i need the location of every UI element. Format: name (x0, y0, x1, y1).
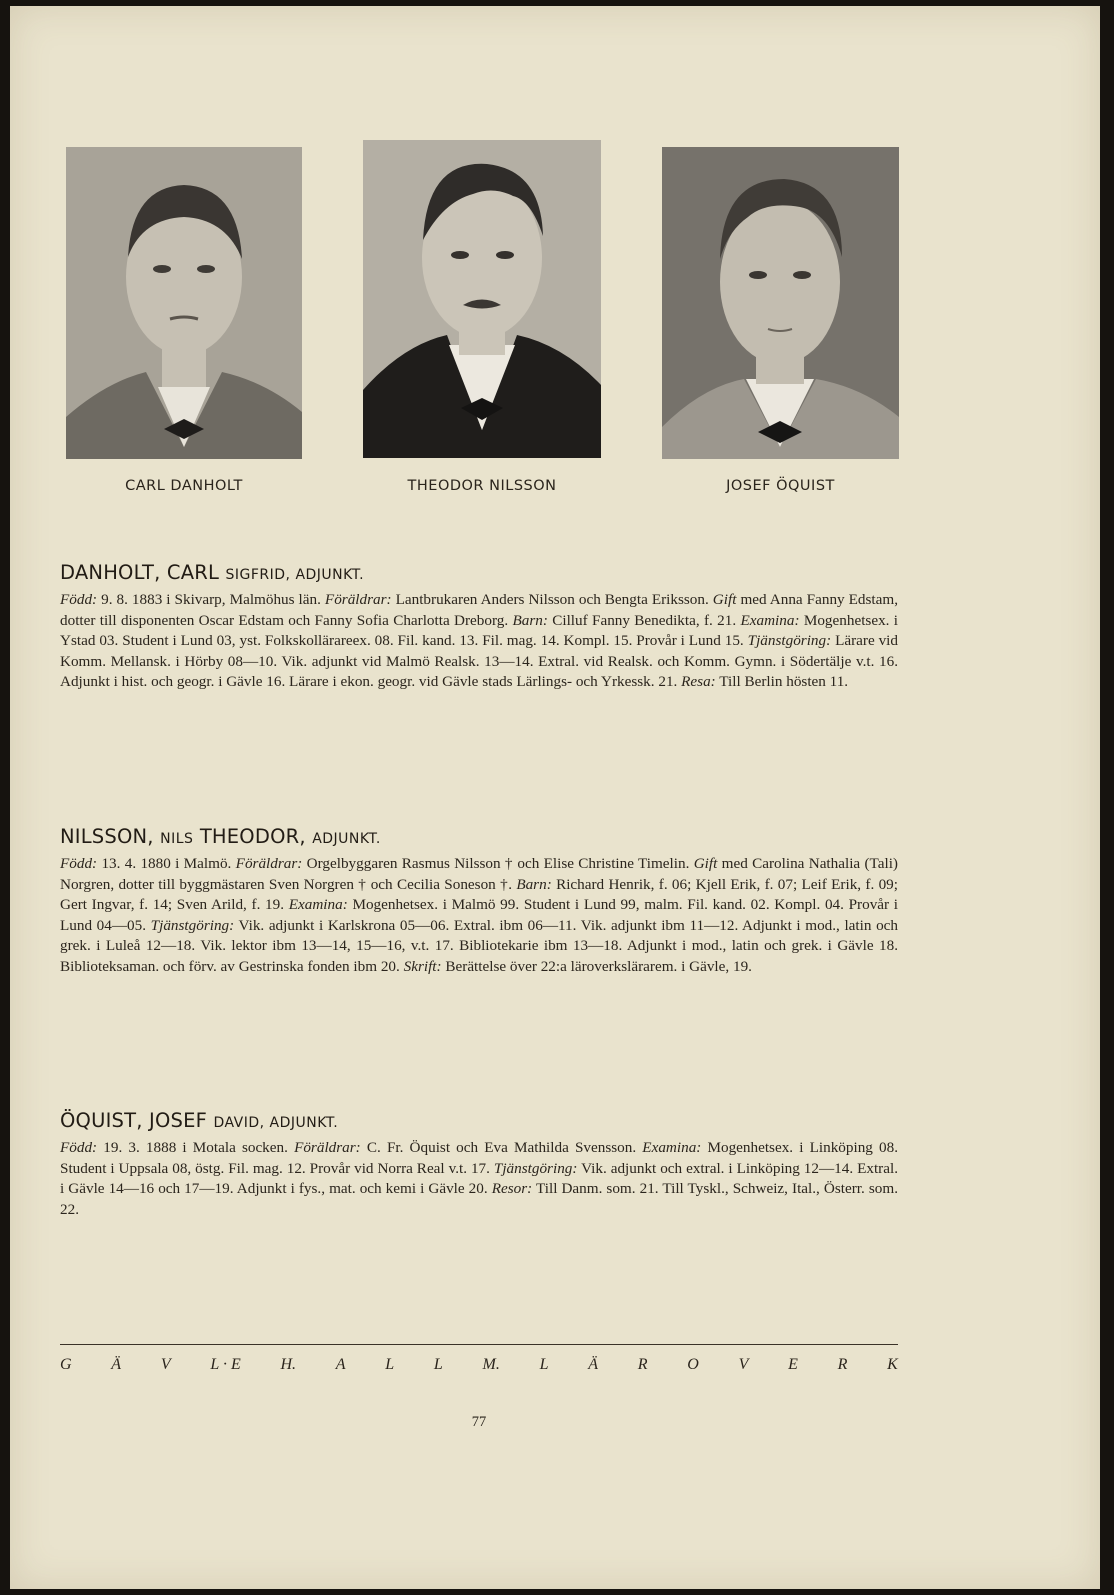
field-label: Tjänstgöring: (493, 1159, 578, 1177)
field-label: Föräldrar: (294, 1139, 361, 1156)
footer-rule (60, 1344, 898, 1345)
footer-letter: V (160, 1356, 171, 1373)
field-label: Född: (60, 855, 98, 872)
footer-letter: V (738, 1356, 749, 1373)
field-text: 13. 4. 1880 i Malmö. (97, 855, 236, 872)
field-text: Mogenhetsex. i Malmö 99. Student i Lund 99, malm. Fil. kand. 02. Kompl. 04. Provår i Lund 04—05. (60, 896, 898, 934)
field-text: Vik. adjunkt i Karlskrona 05—06. Extral. ibm 06—11. Vik. adjunkt ibm 11—12. Adjunkt i mod., latin och grek. i Luleå 12—18. Vik. lektor ibm 13—14, 15—16, v.t. 17. Bibliotekarie ibm 13—18. Adjunkt i mod., latin och grek. i Gävle 18. Biblioteksaman. och förv. av Gestrinska fonden ibm 20. (60, 916, 898, 975)
field-label: Examina: (288, 896, 348, 914)
footer-letter: Ä (588, 1356, 599, 1373)
entry-body (60, 854, 898, 978)
field-label: Gift (712, 591, 737, 608)
running-footer (60, 1356, 898, 1374)
field-label: Född: (60, 1139, 98, 1156)
field-label: Barn: (512, 611, 548, 629)
field-label: Resa: (681, 673, 716, 691)
field-text: Berättelse över 22:a läroverkslärarem. i Gävle, 19. (441, 957, 752, 975)
field-text: Till Danm. som. 21. Till Tyskl., Schweiz, Ital., Österr. som. 22. (60, 1180, 898, 1218)
footer-letter: K (887, 1356, 898, 1373)
field-label: Tjänstgöring: (150, 916, 235, 934)
field-text: Mogenhetsex. i Linköping 08. Student i Uppsala 08, östg. Fil. mag. 12. Provår vid Norra Real v.t. 17. (60, 1139, 899, 1177)
field-text: Till Berlin hösten 11. (715, 673, 849, 691)
entry-body (60, 1138, 898, 1220)
field-text: med Anna Fanny Edstam, dotter till disponenten Oscar Edstam och Fanny Sofia Charlotta Dreborg. (60, 591, 898, 629)
field-label: Föräldrar: (324, 591, 392, 608)
footer-letter: L (385, 1356, 395, 1373)
portrait-photo-theodor-nilsson (363, 140, 601, 458)
footer-letter: R (837, 1356, 848, 1373)
footer-letter: H. (280, 1356, 297, 1373)
field-text: Cilluf Fanny Benedikta, f. 21. (547, 611, 741, 629)
photo-caption: CARL DANHOLT (125, 478, 243, 494)
entry-heading: NILSSON, NILS THEODOR, ADJUNKT. (60, 825, 381, 848)
footer-letter: A (335, 1356, 346, 1373)
field-text: Orgelbyggaren Rasmus Nilsson † och Elise Christine Timelin. (302, 855, 694, 872)
footer-letter: Ä (111, 1356, 122, 1373)
book-page (10, 6, 1100, 1589)
biography-entry-oquist (60, 1109, 898, 1220)
field-text: Vik. adjunkt och extral. i Linköping 12—14. Extral. i Gävle 14—16 och 17—19. Adjunkt i fys., mat. och kemi i Gävle 20. (60, 1159, 899, 1198)
page-number: 77 (471, 1414, 487, 1430)
photo-caption: THEODOR NILSSON (407, 478, 557, 494)
field-label: Gift (693, 855, 718, 872)
footer-letter: G (60, 1356, 72, 1373)
biography-entry-danholt (60, 561, 898, 693)
field-text: Lärare vid Komm. Mellansk. i Hörby 08—10. Vik. adjunkt vid Malmö Realsk. 13—14. Extral. vid Realsk. och Komm. Gymn. i Södertälje v.t. 16. Adjunkt i hist. och geogr. i Gävle 16. Lärare i ekon. geogr. vid Gävle stads Lärlings- och Yrkessk. 21. (60, 632, 898, 691)
footer-letter: L · E (210, 1356, 241, 1373)
field-text: C. Fr. Öquist och Eva Mathilda Svensson. (360, 1139, 643, 1156)
footer-letter: E (788, 1356, 798, 1373)
footer-letter: O (687, 1356, 699, 1373)
field-label: Född: (60, 591, 98, 608)
footer-letter: L (539, 1356, 549, 1373)
footer-letter: L (433, 1356, 443, 1373)
biography-entry-nilsson (60, 825, 898, 978)
field-label: Examina: (642, 1139, 702, 1156)
field-label: Barn: (516, 875, 552, 893)
entry-body (60, 590, 898, 693)
field-text: Richard Henrik, f. 06; Kjell Erik, f. 07; Leif Erik, f. 09; Gert Ingvar, f. 14; Sven Arild, f. 19. (60, 875, 898, 914)
footer-letter: M. (482, 1356, 500, 1373)
entry-heading: ÖQUIST, JOSEF DAVID, ADJUNKT. (60, 1109, 339, 1132)
field-text: Lantbrukaren Anders Nilsson och Bengta Eriksson. (391, 591, 713, 608)
footer-letter: R (637, 1356, 648, 1373)
field-text: 9. 8. 1883 i Skivarp, Malmöhus län. (97, 591, 325, 608)
entry-heading: DANHOLT, CARL SIGFRID, ADJUNKT. (60, 561, 365, 584)
field-label: Resor: (491, 1180, 533, 1198)
field-label: Föräldrar: (235, 855, 303, 872)
field-text: 19. 3. 1888 i Motala socken. (97, 1139, 295, 1156)
portrait-photo-carl-danholt (66, 147, 302, 459)
field-text: med Carolina Nathalia (Tali) Norgren, dotter till byggmästaren Sven Norgren † och Cecilia Soneson †. (60, 855, 898, 893)
photo-caption: JOSEF ÖQUIST (726, 478, 835, 494)
field-text: Mogenhetsex. i Ystad 03. Student i Lund 03, yst. Folkskollärareex. 08. Fil. kand. 13. Fil. mag. 14. Kompl. 15. Provår i Lund 15. (60, 611, 898, 650)
field-label: Examina: (740, 611, 800, 629)
field-label: Tjänstgöring: (747, 632, 832, 650)
portrait-photo-josef-oquist (662, 147, 899, 459)
field-label: Skrift: (403, 957, 442, 975)
